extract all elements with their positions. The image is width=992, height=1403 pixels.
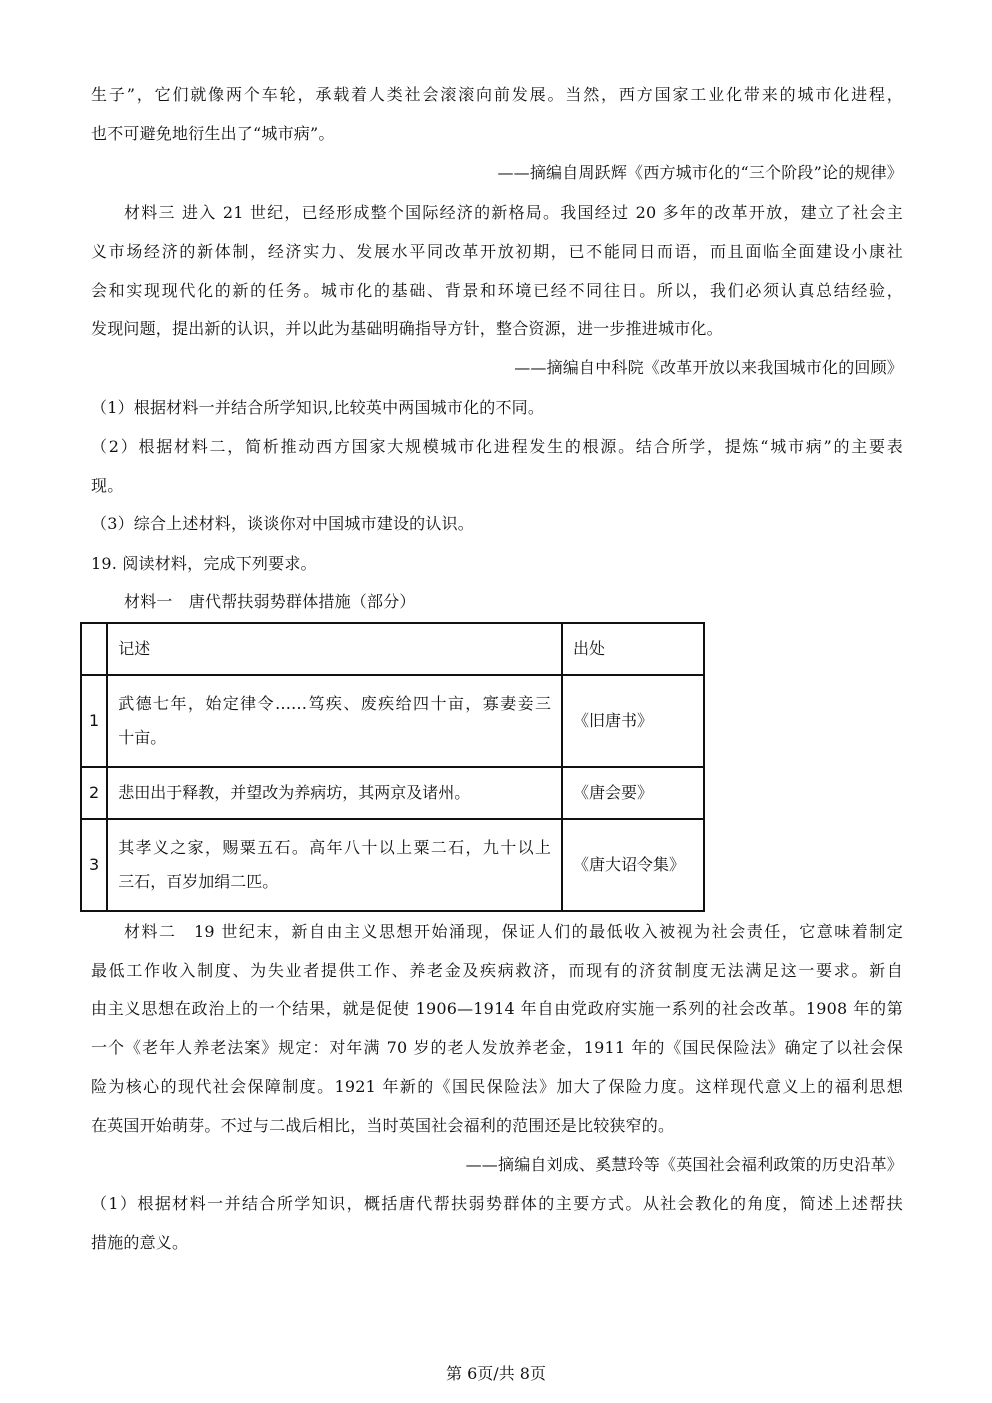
row-text-line: 十亩。 bbox=[118, 728, 167, 747]
question-item: （1）根据材料一并结合所学知识,比较英中两国城市化的不同。 bbox=[91, 398, 545, 417]
question-item: （1）根据材料一并结合所学知识，概括唐代帮扶弱势群体的主要方式。从社会教化的角度，简述上述帮扶 bbox=[91, 1194, 903, 1213]
paragraph-line: 最低工作收入制度、为失业者提供工作、养老金及疾病救济，而现有的济贫制度无法满足这一要求。新自 bbox=[91, 961, 903, 980]
row-number: 2 bbox=[81, 767, 107, 819]
source-citation: ——摘编自中科院《改革开放以来我国城市化的回顾》 bbox=[514, 358, 903, 377]
paragraph-line: 由主义思想在政治上的一个结果，就是促使 1906—1914 年自由党政府实施一系列的社会改革。1908 年的第 bbox=[91, 999, 903, 1018]
question-item: （2）根据材料二，简析推动西方国家大规模城市化进程发生的根源。结合所学，提炼“城市病”的主要表 bbox=[91, 437, 903, 456]
source-citation: ——摘编自刘成、奚慧玲等《英国社会福利政策的历史沿革》 bbox=[465, 1155, 903, 1174]
table-header-source: 出处 bbox=[562, 623, 704, 675]
row-source: 《旧唐书》 bbox=[562, 675, 704, 767]
row-number: 3 bbox=[81, 819, 107, 911]
table-header-row bbox=[81, 623, 704, 675]
row-text-line: 悲田出于释教，并望改为养病坊，其两京及诸州。 bbox=[118, 783, 471, 802]
paragraph-line: 在英国开始萌芽。不过与二战后相比，当时英国社会福利的范围还是比较狭窄的。 bbox=[91, 1116, 675, 1135]
table-row bbox=[81, 819, 704, 911]
paragraph-line: 发现问题，提出新的认识，并以此为基础明确指导方针，整合资源，进一步推进城市化。 bbox=[91, 319, 723, 338]
paragraph-line: 一个《老年人养老法案》规定：对年满 70 岁的老人发放养老金，1911 年的《国民保险法》确定了以社会保 bbox=[91, 1038, 903, 1057]
paragraph-line: 险为核心的现代社会保障制度。1921 年新的《国民保险法》加大了保险力度。这样现代意义上的福利思想 bbox=[91, 1077, 903, 1096]
paragraph-line: 生子”，它们就像两个车轮，承载着人类社会滚滚向前发展。当然，西方国家工业化带来的城市化进程， bbox=[91, 85, 903, 104]
row-source: 《唐大诏令集》 bbox=[562, 819, 704, 911]
question-stem: 19. 阅读材料，完成下列要求。 bbox=[91, 554, 317, 573]
paragraph-line: 会和实现现代化的新的任务。城市化的基础、背景和环境已经不同往日。所以，我们必须认真总结经验， bbox=[91, 281, 903, 300]
source-citation: ——摘编自周跃辉《西方城市化的“三个阶段”论的规律》 bbox=[497, 163, 903, 182]
question-item: 现。 bbox=[91, 476, 124, 495]
page-number: 第 6页/共 8页 bbox=[446, 1364, 546, 1383]
table-row bbox=[81, 675, 704, 767]
row-source: 《唐会要》 bbox=[562, 767, 704, 819]
table-header-num bbox=[81, 623, 107, 675]
measures-table bbox=[80, 622, 705, 912]
row-text bbox=[107, 675, 562, 767]
row-text-line: 三石，百岁加绢二匹。 bbox=[118, 872, 279, 891]
row-text-line: 武德七年，始定律令……笃疾、废疾给四十亩，寡妻妾三 bbox=[118, 694, 552, 713]
paragraph-line: 材料三 进入 21 世纪，已经形成整个国际经济的新格局。我国经过 20 多年的改革开放，建立了社会主 bbox=[124, 203, 903, 222]
paragraph-line: 也不可避免地衍生出了“城市病”。 bbox=[91, 124, 335, 143]
row-text bbox=[107, 767, 562, 819]
row-text bbox=[107, 819, 562, 911]
table-row bbox=[81, 767, 704, 819]
table-header-text: 记述 bbox=[107, 623, 562, 675]
row-text-line: 其孝义之家，赐粟五石。高年八十以上粟二石，九十以上 bbox=[118, 838, 552, 857]
question-item: 措施的意义。 bbox=[91, 1233, 189, 1252]
question-item: （3）综合上述材料，谈谈你对中国城市建设的认识。 bbox=[91, 514, 474, 533]
paragraph-line: 材料二 19 世纪末，新自由主义思想开始涌现，保证人们的最低收入被视为社会责任，它意味着制定 bbox=[124, 922, 903, 941]
table-caption: 材料一 唐代帮扶弱势群体措施（部分） bbox=[124, 592, 416, 611]
row-number: 1 bbox=[81, 675, 107, 767]
paragraph-line: 义市场经济的新体制，经济实力、发展水平同改革开放初期，已不能同日而语，而且面临全面建设小康社 bbox=[91, 242, 903, 261]
